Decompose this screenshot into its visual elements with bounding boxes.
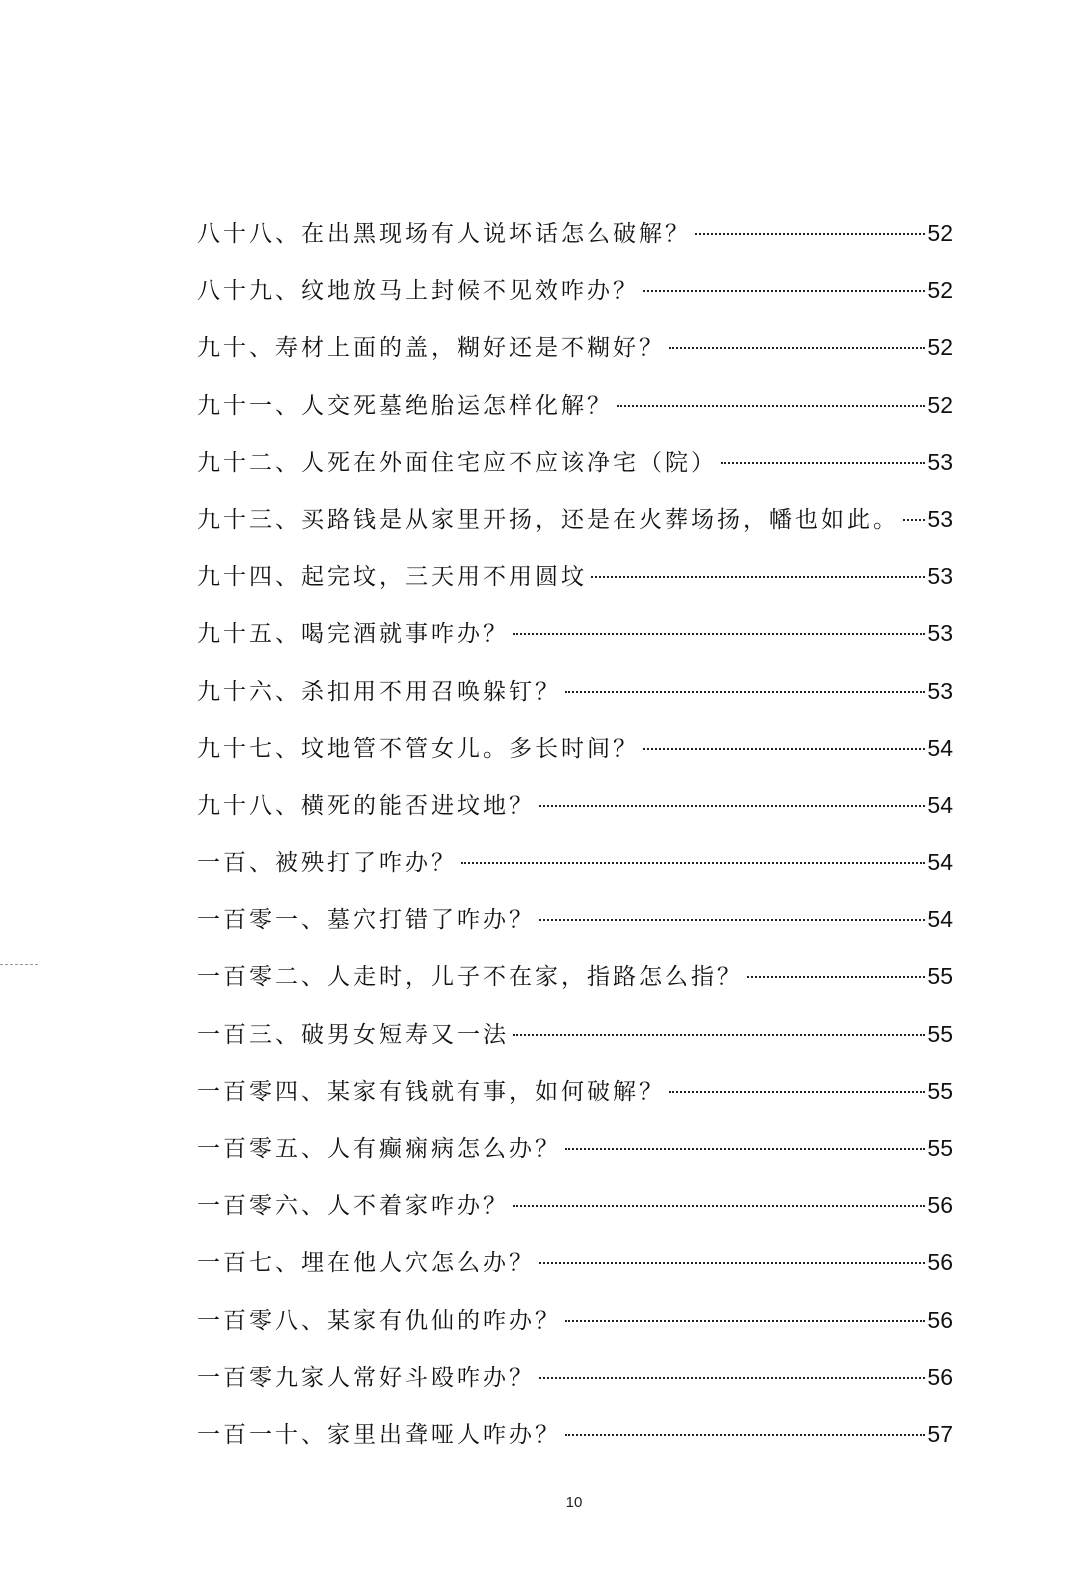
toc-dot-leader <box>539 1377 925 1379</box>
toc-entry <box>197 1357 953 1414</box>
toc-dot-leader <box>721 462 925 464</box>
toc-entry-page-number: 56 <box>927 1363 953 1390</box>
toc-dot-leader <box>513 633 925 635</box>
toc-entry-title: 一百三、破男女短寿又一法 <box>197 1021 509 1048</box>
toc-entry-page-number: 53 <box>927 563 953 590</box>
toc-dot-leader <box>903 519 925 521</box>
toc-entry-page-number: 54 <box>927 791 953 818</box>
toc-dot-leader <box>461 862 925 864</box>
toc-entry-title: 一百一十、家里出聋哑人咋办？ <box>197 1421 561 1448</box>
toc-entry-title: 一百零四、某家有钱就有事，如何破解？ <box>197 1078 665 1105</box>
toc-entry-title: 九十七、坟地管不管女儿。多长时间？ <box>197 735 639 762</box>
table-of-contents <box>197 213 953 1471</box>
toc-entry-page-number: 54 <box>927 906 953 933</box>
toc-entry <box>197 613 953 670</box>
toc-entry <box>197 728 953 785</box>
toc-entry <box>197 785 953 842</box>
toc-dot-leader <box>539 1262 925 1264</box>
toc-entry-title: 一百零一、墓穴打错了咋办？ <box>197 907 535 934</box>
toc-entry <box>197 1128 953 1185</box>
toc-entry-title: 一百七、埋在他人穴怎么办？ <box>197 1250 535 1277</box>
toc-entry <box>197 899 953 956</box>
toc-dot-leader <box>565 691 925 693</box>
toc-entry-title: 一百零八、某家有仇仙的咋办？ <box>197 1307 561 1334</box>
toc-entry-page-number: 56 <box>927 1249 953 1276</box>
toc-entry <box>197 1414 953 1471</box>
toc-entry-title: 一百、被殃打了咋办？ <box>197 850 457 877</box>
toc-entry <box>197 499 953 556</box>
toc-dot-leader <box>747 976 925 978</box>
toc-dot-leader <box>643 748 925 750</box>
toc-entry <box>197 671 953 728</box>
page-number: 10 <box>565 1494 583 1511</box>
toc-entry-page-number: 54 <box>927 849 953 876</box>
toc-entry-title: 九十六、杀扣用不用召唤躲钉？ <box>197 678 561 705</box>
toc-entry-title: 九十八、横死的能否进坟地？ <box>197 792 535 819</box>
toc-dot-leader <box>565 1320 925 1322</box>
toc-entry <box>197 1242 953 1299</box>
toc-entry-page-number: 52 <box>927 334 953 361</box>
toc-entry <box>197 385 953 442</box>
toc-entry <box>197 327 953 384</box>
toc-dot-leader <box>669 1091 925 1093</box>
toc-entry <box>197 556 953 613</box>
toc-dot-leader <box>643 290 925 292</box>
toc-entry-title: 一百零六、人不着家咋办？ <box>197 1193 509 1220</box>
toc-entry <box>197 842 953 899</box>
toc-dot-leader <box>669 347 925 349</box>
toc-entry-page-number: 57 <box>927 1420 953 1447</box>
toc-dot-leader <box>513 1034 925 1036</box>
toc-dot-leader <box>565 1148 925 1150</box>
toc-entry <box>197 1071 953 1128</box>
toc-entry <box>197 1300 953 1357</box>
toc-dot-leader <box>695 233 925 235</box>
toc-entry-title: 九十、寿材上面的盖，糊好还是不糊好？ <box>197 335 665 362</box>
toc-entry-page-number: 54 <box>927 734 953 761</box>
toc-dot-leader <box>513 1205 925 1207</box>
toc-entry-page-number: 55 <box>927 1135 953 1161</box>
toc-entry-page-number: 53 <box>927 448 953 475</box>
toc-entry <box>197 1014 953 1071</box>
toc-dot-leader <box>591 576 925 578</box>
toc-entry-page-number: 56 <box>927 1192 953 1219</box>
toc-entry <box>197 956 953 1013</box>
toc-entry-page-number: 52 <box>927 220 953 246</box>
toc-entry <box>197 270 953 327</box>
toc-dot-leader <box>617 405 925 407</box>
toc-entry-title: 八十九、纹地放马上封候不见效咋办？ <box>197 278 639 305</box>
toc-entry-page-number: 55 <box>927 1020 953 1047</box>
toc-entry <box>197 1185 953 1242</box>
toc-dot-leader <box>565 1434 925 1436</box>
toc-entry-page-number: 55 <box>927 1077 953 1104</box>
toc-entry-title: 一百零二、人走时，儿子不在家，指路怎么指？ <box>197 964 743 991</box>
toc-entry <box>197 442 953 499</box>
toc-entry-page-number: 53 <box>927 505 953 532</box>
toc-entry-title: 九十一、人交死墓绝胎运怎样化解？ <box>197 392 613 419</box>
toc-entry-title: 八十八、在出黑现场有人说坏话怎么破解？ <box>197 221 691 247</box>
toc-entry-page-number: 52 <box>927 391 953 418</box>
toc-entry-title: 九十二、人死在外面住宅应不应该净宅（院） <box>197 449 717 476</box>
toc-entry-title: 一百零五、人有癫痫病怎么办？ <box>197 1136 561 1162</box>
toc-entry-page-number: 56 <box>927 1306 953 1333</box>
toc-entry-title: 一百零九家人常好斗殴咋办？ <box>197 1364 535 1391</box>
toc-dot-leader <box>539 919 925 921</box>
toc-entry-page-number: 53 <box>927 620 953 647</box>
toc-entry-title: 九十三、买路钱是从家里开扬，还是在火葬场扬，幡也如此。 <box>197 506 899 533</box>
toc-dot-leader <box>539 805 925 807</box>
toc-entry-page-number: 52 <box>927 277 953 304</box>
toc-entry-title: 九十五、喝完酒就事咋办？ <box>197 621 509 648</box>
scan-artifact-line <box>0 964 38 965</box>
toc-entry-title: 九十四、起完坟，三天用不用圆坟 <box>197 564 587 591</box>
toc-entry-page-number: 55 <box>927 963 953 990</box>
toc-entry <box>197 213 953 270</box>
toc-entry-page-number: 53 <box>927 677 953 704</box>
